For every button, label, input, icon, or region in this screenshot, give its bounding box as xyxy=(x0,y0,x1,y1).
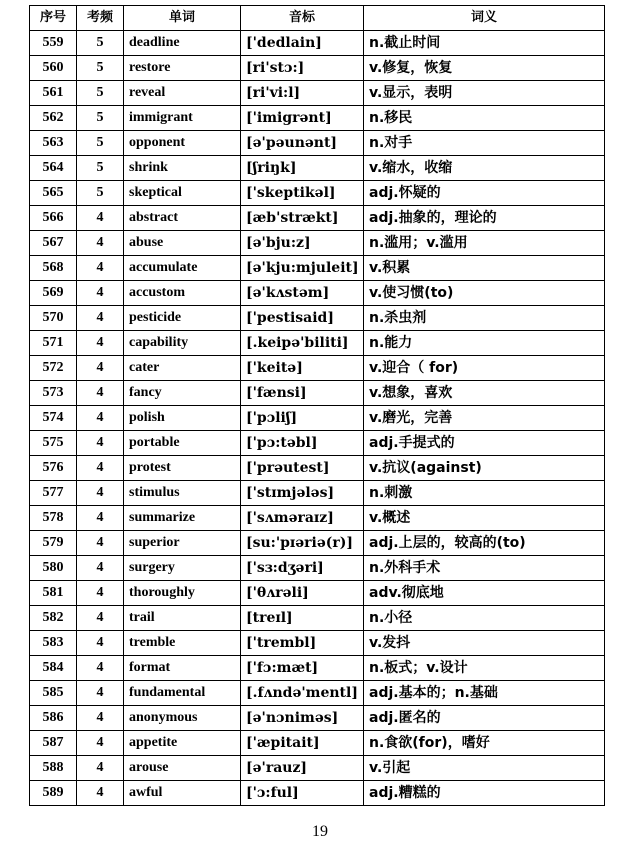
row-word: fancy xyxy=(124,381,241,406)
table-row xyxy=(30,131,605,156)
table-row xyxy=(30,431,605,456)
row-definition: adj.抽象的，理论的 xyxy=(364,206,605,231)
row-phonetic: ['θʌrəli] xyxy=(241,581,364,606)
table-row xyxy=(30,606,605,631)
row-definition: n.杀虫剂 xyxy=(364,306,605,331)
table-body xyxy=(30,31,605,806)
table-row xyxy=(30,756,605,781)
row-word: appetite xyxy=(124,731,241,756)
table-row xyxy=(30,381,605,406)
row-phonetic: [ə'nɔniməs] xyxy=(241,706,364,731)
row-phonetic: [ə'bju:z] xyxy=(241,231,364,256)
row-index: 570 xyxy=(30,306,77,331)
row-definition: n.刺激 xyxy=(364,481,605,506)
row-definition: v.概述 xyxy=(364,506,605,531)
row-frequency: 4 xyxy=(77,781,124,806)
row-frequency: 4 xyxy=(77,656,124,681)
table-row xyxy=(30,456,605,481)
row-definition: adv.彻底地 xyxy=(364,581,605,606)
row-word: arouse xyxy=(124,756,241,781)
row-frequency: 4 xyxy=(77,456,124,481)
row-phonetic: [ə'kʌstəm] xyxy=(241,281,364,306)
row-word: restore xyxy=(124,56,241,81)
header-row xyxy=(30,6,605,31)
header-definition: 词义 xyxy=(364,6,605,31)
row-phonetic: ['pestisaid] xyxy=(241,306,364,331)
row-index: 561 xyxy=(30,81,77,106)
row-index: 587 xyxy=(30,731,77,756)
row-word: capability xyxy=(124,331,241,356)
table-row xyxy=(30,156,605,181)
row-word: accustom xyxy=(124,281,241,306)
table-row xyxy=(30,181,605,206)
row-word: summarize xyxy=(124,506,241,531)
row-definition: adj.基本的；n.基础 xyxy=(364,681,605,706)
row-definition: n.小径 xyxy=(364,606,605,631)
row-definition: n.食欲(for)，嗜好 xyxy=(364,731,605,756)
table-row xyxy=(30,506,605,531)
table-row xyxy=(30,731,605,756)
table-row xyxy=(30,281,605,306)
header-index: 序号 xyxy=(30,6,77,31)
row-phonetic: [ʃriŋk] xyxy=(241,156,364,181)
row-definition: v.使习惯(to) xyxy=(364,281,605,306)
row-phonetic: ['stɪmjələs] xyxy=(241,481,364,506)
row-frequency: 4 xyxy=(77,331,124,356)
row-word: superior xyxy=(124,531,241,556)
row-frequency: 4 xyxy=(77,556,124,581)
row-index: 584 xyxy=(30,656,77,681)
row-word: skeptical xyxy=(124,181,241,206)
row-definition: v.缩水，收缩 xyxy=(364,156,605,181)
row-frequency: 5 xyxy=(77,131,124,156)
row-phonetic: ['dedlain] xyxy=(241,31,364,56)
row-frequency: 4 xyxy=(77,706,124,731)
row-phonetic: ['skeptikəl] xyxy=(241,181,364,206)
row-index: 575 xyxy=(30,431,77,456)
row-word: protest xyxy=(124,456,241,481)
row-phonetic: [ə'rauz] xyxy=(241,756,364,781)
row-index: 573 xyxy=(30,381,77,406)
row-phonetic: ['fɔ:mæt] xyxy=(241,656,364,681)
row-definition: v.积累 xyxy=(364,256,605,281)
row-frequency: 4 xyxy=(77,581,124,606)
row-definition: v.修复，恢复 xyxy=(364,56,605,81)
row-frequency: 4 xyxy=(77,306,124,331)
row-word: abstract xyxy=(124,206,241,231)
row-index: 581 xyxy=(30,581,77,606)
row-phonetic: [ri'stɔ:] xyxy=(241,56,364,81)
header-phonetic: 音标 xyxy=(241,6,364,31)
row-frequency: 4 xyxy=(77,256,124,281)
row-definition: n.板式；v.设计 xyxy=(364,656,605,681)
table-row xyxy=(30,106,605,131)
row-word: fundamental xyxy=(124,681,241,706)
row-definition: n.滥用；v.滥用 xyxy=(364,231,605,256)
table-row xyxy=(30,706,605,731)
row-index: 569 xyxy=(30,281,77,306)
row-phonetic: [.keipə'biliti] xyxy=(241,331,364,356)
row-frequency: 4 xyxy=(77,606,124,631)
row-phonetic: ['æpitait] xyxy=(241,731,364,756)
row-definition: adj.匿名的 xyxy=(364,706,605,731)
row-frequency: 4 xyxy=(77,481,124,506)
row-frequency: 4 xyxy=(77,381,124,406)
row-frequency: 4 xyxy=(77,406,124,431)
row-index: 566 xyxy=(30,206,77,231)
row-index: 586 xyxy=(30,706,77,731)
row-index: 562 xyxy=(30,106,77,131)
row-frequency: 4 xyxy=(77,431,124,456)
row-definition: adj.上层的，较高的(to) xyxy=(364,531,605,556)
row-frequency: 4 xyxy=(77,531,124,556)
row-definition: adj.怀疑的 xyxy=(364,181,605,206)
row-definition: v.引起 xyxy=(364,756,605,781)
row-phonetic: [su:'pɪəriə(r)] xyxy=(241,531,364,556)
page-number: 19 xyxy=(312,823,328,840)
table-row xyxy=(30,306,605,331)
row-word: abuse xyxy=(124,231,241,256)
row-frequency: 4 xyxy=(77,731,124,756)
table-row xyxy=(30,206,605,231)
row-frequency: 5 xyxy=(77,56,124,81)
row-index: 583 xyxy=(30,631,77,656)
row-index: 567 xyxy=(30,231,77,256)
table-row xyxy=(30,656,605,681)
row-definition: v.抗议(against) xyxy=(364,456,605,481)
row-index: 559 xyxy=(30,31,77,56)
row-phonetic: ['keitə] xyxy=(241,356,364,381)
table-row xyxy=(30,581,605,606)
row-phonetic: ['sʌməraɪz] xyxy=(241,506,364,531)
row-word: anonymous xyxy=(124,706,241,731)
row-definition: v.发抖 xyxy=(364,631,605,656)
row-phonetic: ['imigrənt] xyxy=(241,106,364,131)
row-index: 578 xyxy=(30,506,77,531)
row-phonetic: [.fʌndə'mentl] xyxy=(241,681,364,706)
vocabulary-table xyxy=(29,5,605,806)
row-phonetic: [ri'vi:l] xyxy=(241,81,364,106)
row-frequency: 5 xyxy=(77,81,124,106)
row-word: opponent xyxy=(124,131,241,156)
row-word: tremble xyxy=(124,631,241,656)
row-phonetic: ['prəutest] xyxy=(241,456,364,481)
table-header xyxy=(30,6,605,31)
table-row xyxy=(30,781,605,806)
row-phonetic: [treɪl] xyxy=(241,606,364,631)
row-phonetic: ['pɔ:təbl] xyxy=(241,431,364,456)
row-word: polish xyxy=(124,406,241,431)
row-frequency: 5 xyxy=(77,106,124,131)
row-definition: v.想象，喜欢 xyxy=(364,381,605,406)
row-word: deadline xyxy=(124,31,241,56)
row-word: immigrant xyxy=(124,106,241,131)
row-word: trail xyxy=(124,606,241,631)
table-row xyxy=(30,481,605,506)
row-frequency: 4 xyxy=(77,206,124,231)
row-word: portable xyxy=(124,431,241,456)
row-frequency: 4 xyxy=(77,356,124,381)
row-definition: n.移民 xyxy=(364,106,605,131)
row-index: 560 xyxy=(30,56,77,81)
row-definition: n.截止时间 xyxy=(364,31,605,56)
row-phonetic: [æb'strækt] xyxy=(241,206,364,231)
row-definition: n.外科手术 xyxy=(364,556,605,581)
row-index: 572 xyxy=(30,356,77,381)
table-row xyxy=(30,406,605,431)
row-word: reveal xyxy=(124,81,241,106)
table-row xyxy=(30,356,605,381)
row-index: 576 xyxy=(30,456,77,481)
row-index: 574 xyxy=(30,406,77,431)
table-row xyxy=(30,681,605,706)
row-phonetic: ['sɜ:dʒəri] xyxy=(241,556,364,581)
table-row xyxy=(30,531,605,556)
row-definition: n.能力 xyxy=(364,331,605,356)
row-word: cater xyxy=(124,356,241,381)
table-row xyxy=(30,81,605,106)
row-frequency: 4 xyxy=(77,281,124,306)
row-word: awful xyxy=(124,781,241,806)
row-phonetic: [ə'pəunənt] xyxy=(241,131,364,156)
row-phonetic: ['pɔliʃ] xyxy=(241,406,364,431)
row-index: 588 xyxy=(30,756,77,781)
row-word: surgery xyxy=(124,556,241,581)
row-index: 564 xyxy=(30,156,77,181)
row-frequency: 4 xyxy=(77,506,124,531)
row-index: 571 xyxy=(30,331,77,356)
table-row xyxy=(30,256,605,281)
row-phonetic: [ə'kju:mjuleit] xyxy=(241,256,364,281)
row-phonetic: ['ɔ:ful] xyxy=(241,781,364,806)
row-index: 580 xyxy=(30,556,77,581)
row-index: 582 xyxy=(30,606,77,631)
table-row xyxy=(30,56,605,81)
row-word: accumulate xyxy=(124,256,241,281)
row-definition: adj.手提式的 xyxy=(364,431,605,456)
table-row xyxy=(30,556,605,581)
row-frequency: 5 xyxy=(77,31,124,56)
table-row xyxy=(30,31,605,56)
row-frequency: 4 xyxy=(77,631,124,656)
row-frequency: 5 xyxy=(77,156,124,181)
row-index: 565 xyxy=(30,181,77,206)
row-definition: n.对手 xyxy=(364,131,605,156)
table-row xyxy=(30,331,605,356)
row-frequency: 5 xyxy=(77,181,124,206)
row-index: 585 xyxy=(30,681,77,706)
header-word: 单词 xyxy=(124,6,241,31)
row-index: 579 xyxy=(30,531,77,556)
row-frequency: 4 xyxy=(77,756,124,781)
row-definition: v.磨光，完善 xyxy=(364,406,605,431)
row-definition: adj.糟糕的 xyxy=(364,781,605,806)
row-word: stimulus xyxy=(124,481,241,506)
row-frequency: 4 xyxy=(77,231,124,256)
row-definition: v.显示，表明 xyxy=(364,81,605,106)
table-row xyxy=(30,231,605,256)
row-index: 589 xyxy=(30,781,77,806)
row-word: shrink xyxy=(124,156,241,181)
row-definition: v.迎合（ for) xyxy=(364,356,605,381)
row-index: 577 xyxy=(30,481,77,506)
table-row xyxy=(30,631,605,656)
row-word: thoroughly xyxy=(124,581,241,606)
row-index: 563 xyxy=(30,131,77,156)
row-frequency: 4 xyxy=(77,681,124,706)
row-index: 568 xyxy=(30,256,77,281)
row-phonetic: ['fænsi] xyxy=(241,381,364,406)
header-frequency: 考频 xyxy=(77,6,124,31)
row-word: pesticide xyxy=(124,306,241,331)
row-word: format xyxy=(124,656,241,681)
row-phonetic: ['trembl] xyxy=(241,631,364,656)
